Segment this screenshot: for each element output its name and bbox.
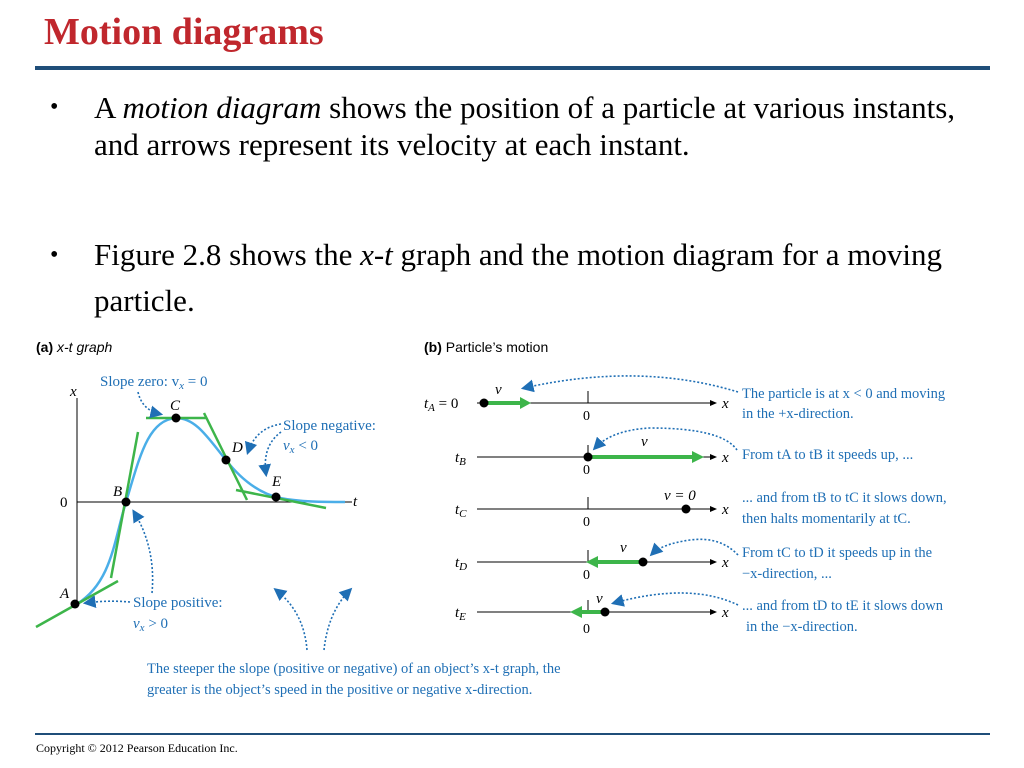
point-b [122,498,131,507]
row-note-arrow [614,593,738,605]
row-note-line-1: The particle is at x < 0 and moving [742,386,946,402]
particle-dot [639,558,648,567]
velocity-label: v [495,382,502,398]
row-note-line-1: ... and from tD to tE it slows down [742,598,943,614]
x-axis-label: x [70,384,77,400]
note-slope-negative-arrow-d [248,424,281,452]
row-zero-label: 0 [583,622,590,637]
velocity-arrowhead [692,451,704,463]
point-d-label: D [232,440,243,456]
point-e-label: E [272,474,282,490]
row-time-label: $t_E$ [455,605,466,623]
row-note-line-2: in the +x-direction. [742,406,854,422]
point-a [71,600,80,609]
panel-a-label: (a) x-t graph [36,339,113,355]
bullet-dot-icon: • [50,94,59,120]
row-time-label: $t_C$ [455,502,467,520]
row-axis-label: x [722,450,729,466]
caption-line-2: greater is the object’s speed in the positive or negative x-direction. [147,682,533,698]
caption-arrow-right [324,590,350,650]
particle-dot [584,453,593,462]
note-slope-positive: Slope positive: [133,595,223,611]
row-zero-label: 0 [583,568,590,583]
velocity-label: v [641,434,648,450]
velocity-label: v [596,591,603,607]
velocity-arrowhead [520,397,531,409]
row-axis-label: x [722,555,729,571]
panel-b-label: (b) Particle’s motion [424,339,549,355]
row-note-line-2: −x-direction, ... [742,566,832,582]
row-note-arrow [652,539,738,555]
copyright-notice: Copyright © 2012 Pearson Education Inc. [36,741,238,755]
point-b-label: B [113,484,123,500]
bullet-text: Figure 2.8 shows the x-t graph and the motion diagram for a moving particle. [94,237,943,318]
footer-divider [35,733,990,735]
row-note-line-2: in the −x-direction. [746,619,858,635]
bullet-dot-icon: • [50,242,59,268]
slide-title: Motion diagrams [44,11,324,53]
row-note-arrow [595,428,737,450]
point-c-label: C [170,398,181,414]
row-zero-label: 0 [583,409,590,424]
note-slope-negative-arrow-e [265,432,281,474]
row-zero-label: 0 [583,515,590,530]
particle-dot [480,399,489,408]
tangent-e [236,490,326,508]
note-slope-negative-rel: $v_x < 0$ [283,438,319,456]
note-slope-positive-arrow-a [86,601,130,603]
row-note-line-1: From tC to tD it speeds up in the [742,545,933,561]
point-e [272,493,281,502]
row-note-line-2: then halts momentarily at tC. [742,511,911,527]
row-note-arrow [524,376,738,392]
row-note-line-1: From tA to tB it speeds up, ... [742,447,914,463]
motion-figure [0,330,1024,702]
caption-arrow-left [276,590,307,650]
bullet-text: A motion diagram shows the position of a particle at various instants, and arrows represent its velocity at each instant. [94,90,956,162]
note-slope-zero: Slope zero: $v_x = 0$ [100,374,208,392]
motion-row-c [455,488,947,530]
particle-dot [601,608,610,617]
motion-row-b [455,428,913,478]
motion-row-e [455,591,944,637]
motion-row-a [424,376,945,424]
title-divider [35,66,990,70]
row-axis-label: x [722,605,729,621]
note-slope-positive-rel: $v_x > 0$ [133,616,169,634]
row-time-label: $t_A = 0$ [424,396,459,414]
note-slope-negative: Slope negative: [283,418,376,434]
note-slope-positive-arrow-b [134,512,153,593]
row-axis-label: x [722,502,729,518]
velocity-label: v [620,540,627,556]
velocity-label: v = 0 [664,488,696,504]
origin-label: 0 [60,495,68,511]
caption-line-1: The steeper the slope (positive or negative) of an object’s x-t graph, the [147,661,561,677]
point-a-label: A [60,586,70,602]
point-c [172,414,181,423]
row-time-label: $t_B$ [455,450,466,468]
row-zero-label: 0 [583,463,590,478]
point-d [222,456,231,465]
note-slope-zero-arrow [138,392,160,414]
t-axis-label: t [353,494,358,510]
motion-row-d [455,539,932,583]
particle-dot [682,505,691,514]
row-note-line-1: ... and from tB to tC it slows down, [742,490,947,506]
row-time-label: $t_D$ [455,555,468,573]
row-axis-label: x [722,396,729,412]
velocity-arrowhead [570,606,582,618]
